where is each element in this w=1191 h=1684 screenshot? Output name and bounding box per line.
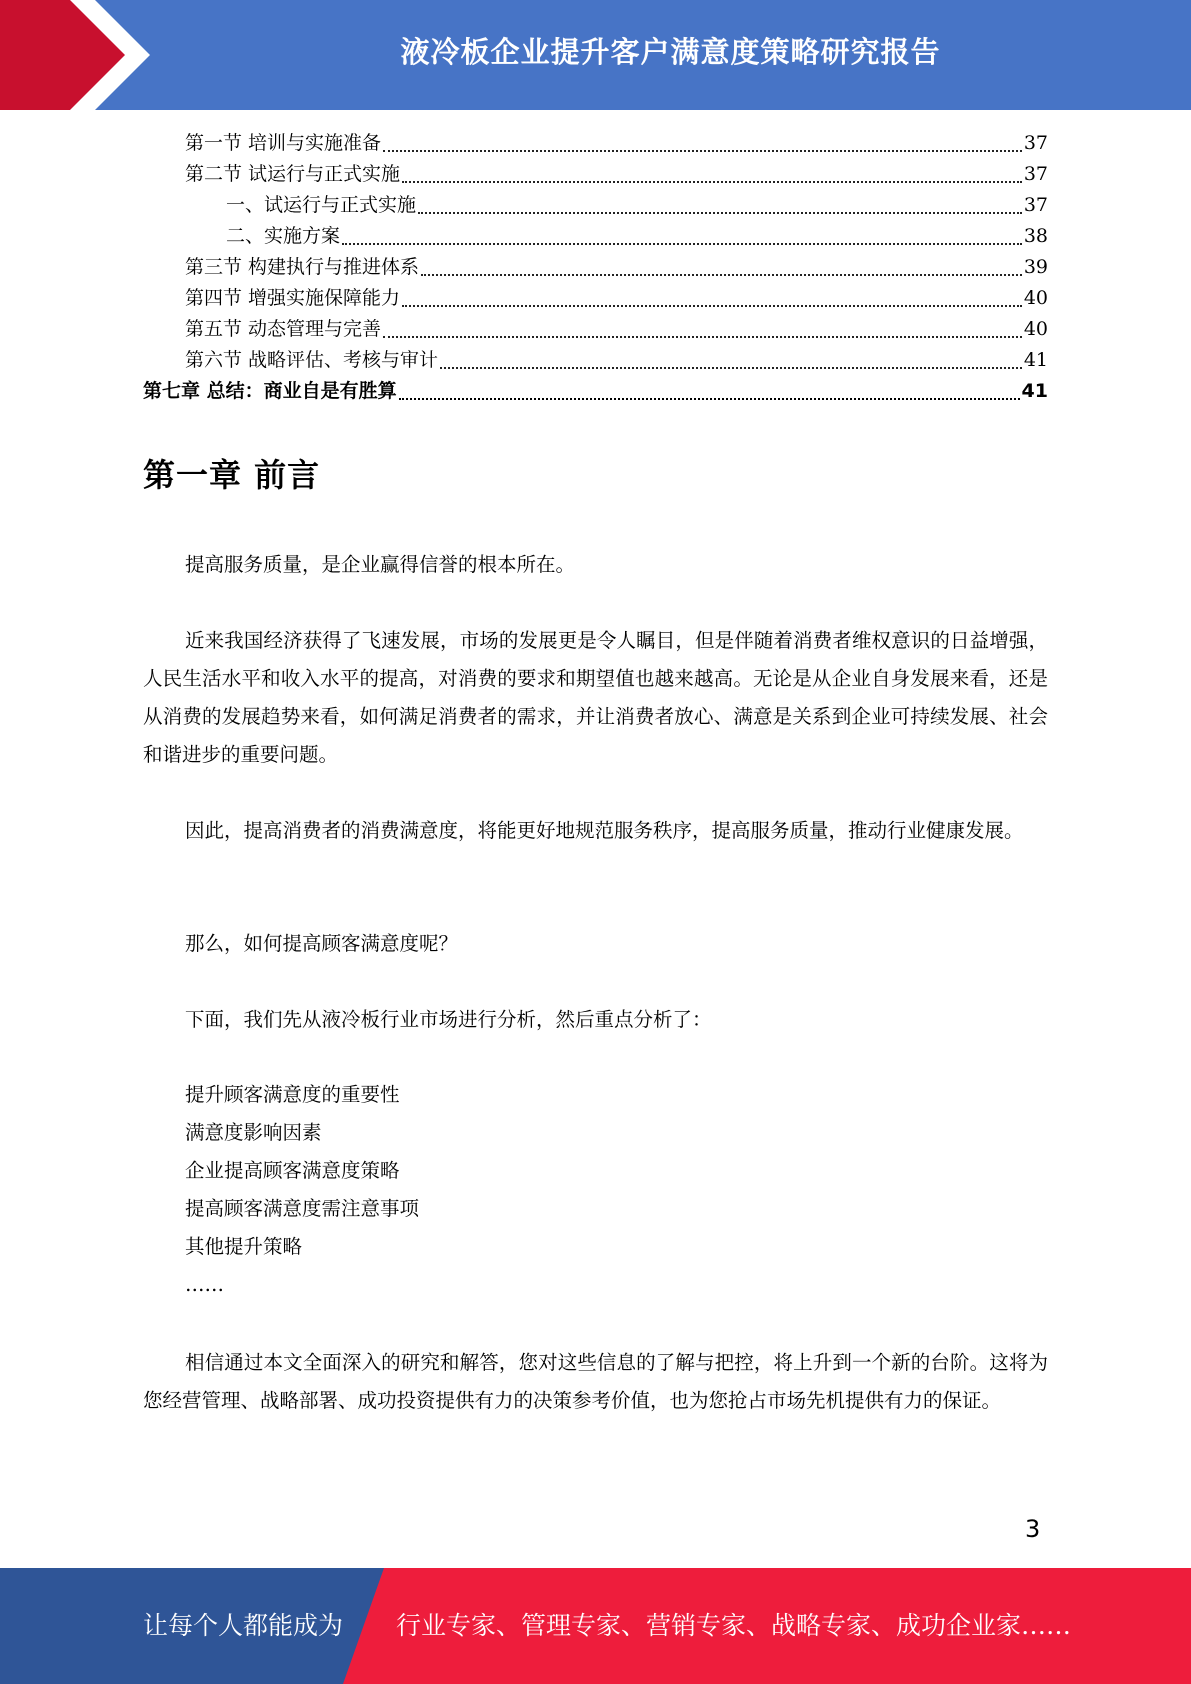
- toc-leader-dots: [342, 243, 1022, 245]
- toc-leader-dots: [440, 367, 1022, 369]
- toc-entry[interactable]: [143, 128, 1048, 159]
- toc-leader-dots: [421, 274, 1022, 276]
- paragraph: 因此，提高消费者的消费满意度，将能更好地规范服务秩序，提高服务质量，推动行业健康发展。: [185, 819, 1024, 842]
- toc-chapter-entry[interactable]: [143, 376, 1048, 407]
- toc-entry-label: 二、实施方案: [226, 225, 341, 247]
- toc-entry-page: 38: [1023, 225, 1048, 247]
- toc-entry-label: 第七章 总结：商业自是有胜算: [143, 380, 397, 402]
- toc-entry[interactable]: [143, 283, 1048, 314]
- list-item: ……: [185, 1273, 224, 1296]
- toc-entry-label: 一、试运行与正式实施: [226, 194, 417, 216]
- page-number: 3: [1025, 1515, 1041, 1543]
- toc-entry-label: 第六节 战略评估、考核与审计: [185, 349, 439, 371]
- toc-leader-dots: [402, 305, 1022, 307]
- toc-entry[interactable]: [143, 159, 1048, 190]
- list-item: 企业提高顾客满意度策略: [185, 1159, 400, 1182]
- list-item: 满意度影响因素: [185, 1121, 322, 1144]
- toc-entry-page: 37: [1023, 132, 1048, 154]
- toc-entry-page: 37: [1023, 194, 1048, 216]
- page-footer: [0, 1568, 1191, 1684]
- paragraph: 提高服务质量，是企业赢得信誉的根本所在。: [185, 553, 576, 576]
- paragraph: 那么，如何提高顾客满意度呢？: [185, 932, 459, 955]
- toc-entry-page: 41: [1023, 349, 1048, 371]
- list-item: 提高顾客满意度需注意事项: [185, 1197, 420, 1220]
- toc-entry[interactable]: [143, 252, 1048, 283]
- list-item: 提升顾客满意度的重要性: [185, 1083, 400, 1106]
- toc-entry-label: 第五节 动态管理与完善: [185, 318, 382, 340]
- paragraph: 下面，我们先从液冷板行业市场进行分析，然后重点分析了：: [185, 1008, 712, 1031]
- toc-entry[interactable]: [143, 345, 1048, 376]
- toc-entry[interactable]: [143, 190, 1048, 221]
- toc-entry-label: 第四节 增强实施保障能力: [185, 287, 401, 309]
- chapter-heading: 第一章 前言: [143, 456, 321, 494]
- footer-slogan-left: 让每个人都能成为: [143, 1611, 344, 1640]
- toc-entry-label: 第二节 试运行与正式实施: [185, 163, 401, 185]
- paragraph: 相信通过本文全面深入的研究和解答，您对这些信息的了解与把控，将上升到一个新的台阶。这将为您经营管理、战略部署、成功投资提供有力的决策参考价值，也为您抢占市场先机提供有力的保证。: [143, 1351, 1048, 1412]
- toc-entry[interactable]: [143, 221, 1048, 252]
- toc-entry-page: 40: [1023, 287, 1048, 309]
- page-header: [0, 0, 1191, 110]
- toc-leader-dots: [383, 336, 1022, 338]
- paragraph: 近来我国经济获得了飞速发展，市场的发展更是令人瞩目，但是伴随着消费者维权意识的日益增强，人民生活水平和收入水平的提高，对消费的要求和期望值也越来越高。无论是从企业自身发展来看，还是从消费的发展趋势来看，如何满足消费者的需求，并让消费者放心、满意是关系到企业可持续发展、社会和谐进步的重要问题。: [143, 629, 1048, 766]
- toc-leader-dots: [402, 181, 1022, 183]
- toc-entry-label: 第一节 培训与实施准备: [185, 132, 382, 154]
- report-title: 液冷板企业提升客户满意度策略研究报告: [400, 34, 941, 69]
- toc-entry-page: 40: [1023, 318, 1048, 340]
- toc-leader-dots: [383, 150, 1022, 152]
- footer-slogan-right: 行业专家、管理专家、营销专家、战略专家、成功企业家……: [396, 1611, 1072, 1640]
- toc-entry-page: 41: [1021, 380, 1048, 402]
- toc-entry[interactable]: [143, 314, 1048, 345]
- toc-leader-dots: [418, 212, 1022, 214]
- toc-entry-page: 37: [1023, 163, 1048, 185]
- toc-leader-dots: [399, 398, 1020, 400]
- toc-entry-page: 39: [1023, 256, 1048, 278]
- table-of-contents: [143, 128, 1048, 407]
- analysis-topic-list: [185, 1076, 419, 1304]
- list-item: 其他提升策略: [185, 1235, 303, 1258]
- toc-entry-label: 第三节 构建执行与推进体系: [185, 256, 420, 278]
